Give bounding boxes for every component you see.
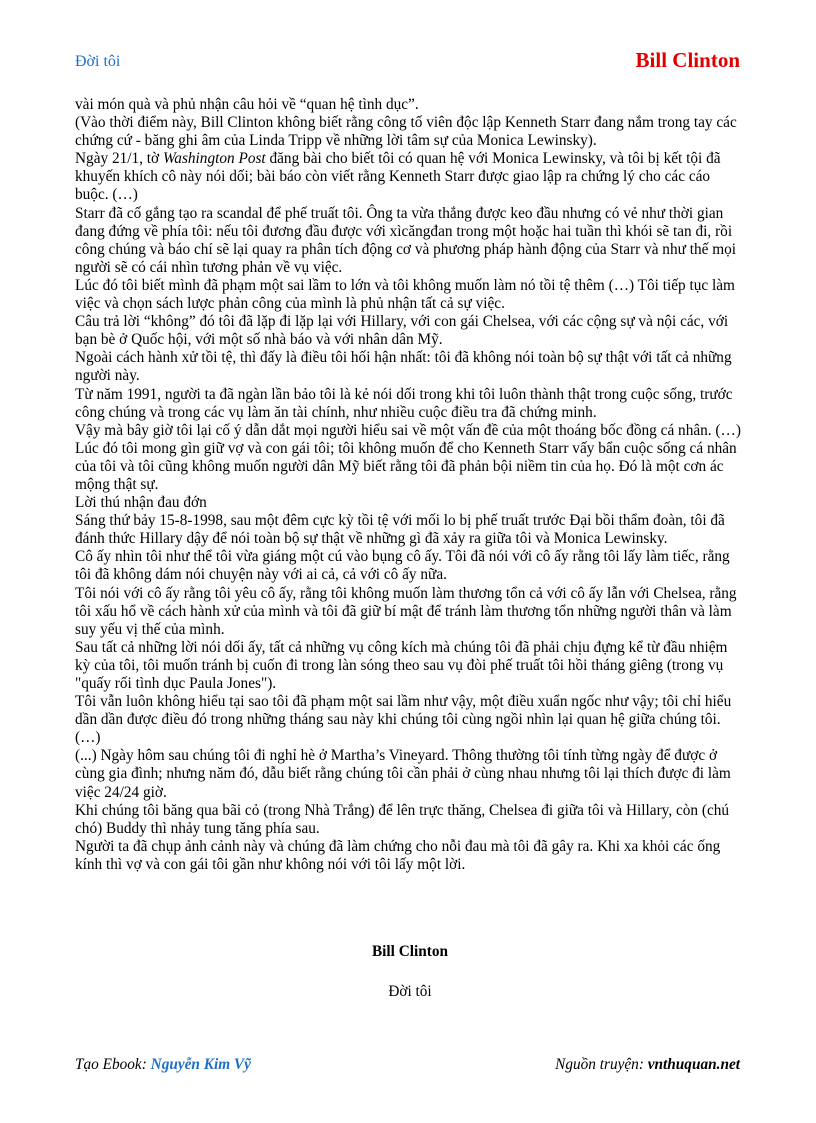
footer-creator bbox=[75, 1056, 251, 1074]
paragraph: Ngoài cách hành xử tồi tệ, thì đấy là điều tôi hối hận nhất: tôi đã không nói toàn bộ sự thật với tất cả những người này. bbox=[75, 349, 732, 385]
closing-author: Bill Clinton bbox=[371, 943, 449, 960]
paragraph: Lúc đó tôi mong gìn giữ vợ và con gái tôi; tôi không muốn để cho Kenneth Starr vấy bẩn cuộc sống cá nhân của tôi và tôi cũng không muốn người dân Mỹ biết rằng tôi đã phản bội niềm tin của họ. Đó là một cơn ác mộng thật sự. bbox=[75, 439, 737, 493]
paragraph: Câu trả lời “không” đó tôi đã lặp đi lặp lại với Hillary, với con gái Chelsea, với các cộng sự và nội các, với bạn bè ở Quốc hội, với một số nhà báo và với nhân dân Mỹ. bbox=[75, 313, 729, 349]
source-site: vnthuquan.net bbox=[647, 1056, 740, 1073]
newspaper-name: Washington Post bbox=[162, 150, 266, 168]
creator-name: Nguyễn Kim Vỹ bbox=[150, 1056, 251, 1073]
paragraph: Sau tất cả những lời nói dối ấy, tất cả những vụ công kích mà chúng tôi đã phải chịu đựng kể từ đầu nhiệm kỳ của tôi, tôi muốn tránh bị cuốn đi trong làn sóng theo sau vụ đòi phế truất tôi hồi tháng giêng (trong vụ "quấy rối tình dục Paula Jones"). bbox=[75, 638, 728, 692]
closing-book-title: Đời tôi bbox=[388, 983, 432, 1000]
paragraph: Tôi nói với cô ấy rằng tôi yêu cô ấy, rằng tôi không muốn làm thương tổn cả với cô ấy lẫn với Chelsea, rằng tôi xấu hổ về cách hành xử của mình và tôi đã giữ bí mật để tránh làm thương tổn những người thân và làm suy yếu vị thế của mình. bbox=[75, 584, 737, 638]
paragraph: Lúc đó tôi biết mình đã phạm một sai lầm to lớn và tôi không muốn làm nó tồi tệ thêm (…) Tôi tiếp tục làm việc và chọn sách lược phản công của mình là phủ nhận tất cả sự việc. bbox=[75, 276, 735, 313]
paragraph: Vậy mà bây giờ tôi lại cố ý dẫn dắt mọi người hiểu sai về một vấn đề của một thoáng bốc đồng cá nhân. (…) bbox=[75, 421, 741, 439]
paragraph-part: Ngày 21/1, tờ bbox=[75, 150, 163, 168]
footer-source bbox=[555, 1056, 740, 1074]
paragraph: Sáng thứ bảy 15-8-1998, sau một đêm cực kỳ tồi tệ với mối lo bị phế truất trước Đại bồi thẩm đoàn, tôi đã đánh thức Hillary dậy để nói toàn bộ sự thật về những gì đã xảy ra giữa tôi và Monica Lewinsky. bbox=[75, 512, 725, 548]
creator-label: Tạo Ebook bbox=[75, 1056, 142, 1073]
header-author: Bill Clinton bbox=[635, 48, 740, 72]
paragraph: Starr đã cố gắng tạo ra scandal để phế truất tôi. Ông ta vừa thắng được keo đầu nhưng có vẻ như thời gian đang đứng về phía tôi: nếu tôi đương đầu được với xìcăngđan trong một hoặc hai tuần thì khói sẽ tan đi, rồi công chúng và báo chí sẽ lại quay ra phân tích động cơ và phương pháp hành động của Starr và như thế mọi người sẽ có cái nhìn tương phản về vụ việc. bbox=[75, 204, 737, 276]
body-text bbox=[75, 96, 745, 874]
paragraph: Khi chúng tôi băng qua bãi cỏ (trong Nhà Trắng) để lên trực thăng, Chelsea đi giữa tôi và Hillary, còn (chú chó) Buddy thì nhảy tung tăng phía sau. bbox=[75, 801, 730, 837]
page-footer bbox=[75, 1056, 740, 1078]
paragraph: Tôi vẫn luôn không hiểu tại sao tôi đã phạm một sai lầm như vậy, một điều xuẩn ngốc như vậy; tôi chỉ hiểu dần dần được điều đó trong những tháng sau này khi chúng tôi cùng ngồi nhìn lại quan hệ giữa chúng tôi. (…) bbox=[75, 693, 732, 747]
paragraph: Từ năm 1991, người ta đã ngàn lần bảo tôi là kẻ nói dối trong khi tôi luôn thành thật trong cuộc sống, trước công chúng và trong các vụ làm ăn tài chính, như nhiều cuộc điều tra đã chứng minh. bbox=[75, 385, 733, 421]
paragraph: Người ta đã chụp ảnh cảnh này và chúng đã làm chứng cho nỗi đau mà tôi đã gây ra. Khi xa khỏi các ống kính thì vợ và con gái tôi gần như không nói với tôi lấy một lời. bbox=[75, 837, 721, 873]
paragraph-washington-post bbox=[75, 150, 745, 204]
paragraph-part: đăng bài cho biết tôi có quan hệ với Monica Lewinsky, và tôi bị kết tội đã khuyến khích cô này nói dối; bài báo còn viết rằng Kenneth Starr được giao lập ra chứng lý cho các cáo buộc. (…) bbox=[75, 150, 721, 204]
creator-separator: : bbox=[141, 1056, 151, 1073]
header-book-title: Đời tôi bbox=[75, 53, 121, 70]
paragraph: Cô ấy nhìn tôi như thể tôi vừa giáng một cú vào bụng cô ấy. Tôi đã nói với cô ấy rằng tôi lấy làm tiếc, rằng tôi đã không dám nói chuyện này với ai cả, cả với cô ấy nữa. bbox=[75, 548, 730, 584]
source-separator: : bbox=[638, 1056, 648, 1073]
page-header bbox=[75, 48, 740, 76]
paragraph: vài món quà và phủ nhận câu hỏi về “quan hệ tình dục”. bbox=[75, 96, 419, 113]
source-label: Nguồn truyện bbox=[555, 1056, 639, 1073]
paragraph: (...) Ngày hôm sau chúng tôi đi nghỉ hè ở Martha’s Vineyard. Thông thường tôi tính từng ngày để được ở cùng gia đình; nhưng năm đó, dẫu biết rằng chúng tôi cần phải ở cùng nhau nhưng tôi lại thích được đi làm việc 24/24 giờ. bbox=[75, 747, 731, 801]
paragraph: (Vào thời điểm này, Bill Clinton không biết rằng công tố viên độc lập Kenneth Starr đang nắm trong tay các chứng cứ - băng ghi âm của Linda Tripp về những lời tâm sự của Monica Lewinsky). bbox=[75, 114, 737, 150]
section-heading: Lời thú nhận đau đớn bbox=[75, 494, 207, 512]
